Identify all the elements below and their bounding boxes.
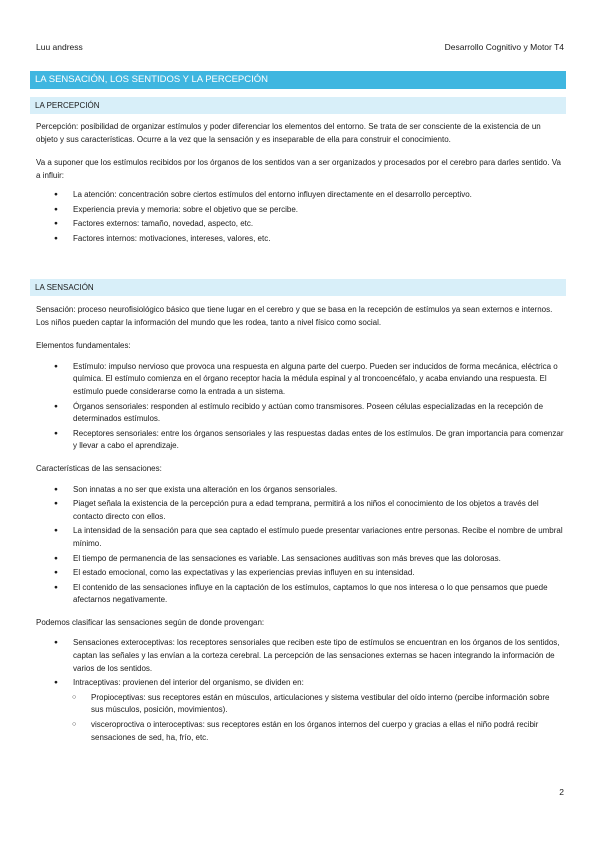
caracteristicas-list — [36, 484, 564, 607]
intraceptivas-list — [36, 692, 564, 744]
list-item: ● Órganos sensoriales: responden al estímulo recibido y actúan como transmisores. Poseen células especializadas en la recepción de determinados estímulos. — [36, 401, 564, 426]
page-number: 2 — [559, 787, 564, 797]
sensacion-heading: LA SENSACIÓN — [30, 279, 566, 296]
list-item: ● El tiempo de permanencia de las sensaciones es variable. Las sensaciones auditivas son más breves que las dolorosas. — [36, 553, 564, 566]
section-title-bar: LA SENSACIÓN, LOS SENTIDOS Y LA PERCEPCIÓN — [30, 71, 566, 89]
list-item: ● Experiencia previa y memoria: sobre el objetivo que se percibe. — [36, 204, 564, 217]
list-item: ● El estado emocional, como las expectativas y las experiencias previas influyen en su intensidad. — [36, 567, 564, 580]
list-item: ● La intensidad de la sensación para que sea captado el estímulo puede presentar variaciones entre personas. Recibe el nombre de umbral mínimo. — [36, 525, 564, 550]
list-item: ● Receptores sensoriales: entre los órganos sensoriales y las respuestas dadas entes de los estímulos. De gran importancia para comenzar y llevar a cabo el aprendizaje. — [36, 428, 564, 453]
list-item: ● Son innatas a no ser que exista una alteración en los órganos sensoriales. — [36, 484, 564, 497]
list-item: ○ visceroproctiva o interoceptivas: sus receptores están en los órganos internos del cuerpo y gracias a ellas el niño podrá recibir sensaciones de sed, ha, frío, etc. — [36, 719, 564, 744]
list-item: ● Sensaciones exteroceptivas: los receptores sensoriales que reciben este tipo de estímulos se encuentran en los órganos de los sentidos, captan las señales y las envían a la corteza cerebral. La percepción de las sensaciones externas se hacen integrando la información de varios de los sentidos. — [36, 637, 564, 675]
elementos-heading: Elementos fundamentales: — [36, 341, 131, 351]
header-course: Desarrollo Cognitivo y Motor T4 — [444, 42, 564, 52]
elementos-list — [36, 361, 564, 453]
percepcion-heading: LA PERCEPCIÓN — [30, 97, 566, 114]
percepcion-definition: Percepción: posibilidad de organizar estímulos y poder diferenciar los elementos del entorno. Se trata de ser consciente de la existencia de un objeto y sus características. Ocurre a la vez que la sensación y es inseparable de ella para construir el conocimiento. — [36, 122, 541, 144]
list-item: ○ Propioceptivas: sus receptores están en músculos, articulaciones y sistema vestibular del oído interno (percibe información sobre sus músculos, posición, movimientos). — [36, 692, 564, 717]
list-item: ● Intraceptivas: provienen del interior del organismo, se dividen en: — [36, 677, 564, 690]
list-item: ● Factores externos: tamaño, novedad, aspecto, etc. — [36, 218, 564, 231]
caracteristicas-heading: Características de las sensaciones: — [36, 463, 162, 473]
sensacion-definition: Sensación: proceso neurofisiológico básico que tiene lugar en el cerebro y que se basa en la recepción de estímulos ya sean externos e internos. Los niños pueden captar la información del mundo que les rodea, tanto a nivel físico como social. — [36, 305, 553, 327]
list-item: ● La atención: concentración sobre ciertos estímulos del entorno influyen directamente en el desarrollo perceptivo. — [36, 189, 564, 202]
list-item: ● El contenido de las sensaciones influye en la captación de los estímulos, captamos lo que nos interesa o lo que pensamos que puede afectarnos negativamente. — [36, 582, 564, 607]
clasificar-heading: Podemos clasificar las sensaciones según de donde provengan: — [36, 617, 265, 627]
percepcion-content — [36, 121, 564, 245]
percepcion-intro: Va a suponer que los estímulos recibidos por los órganos de los sentidos van a ser organizados y procesados por el cerebro para darles sentido. Va a influir: — [36, 158, 561, 180]
list-item: ● Estímulo: impulso nervioso que provoca una respuesta en alguna parte del cuerpo. Pueden ser inducidos de forma mecánica, eléctrica o química. El estímulo comienza en el órgano receptor hacia la médula espinal y al troncoencéfalo, y acaba enviando una respuesta. El estímulo puede considerarse como la entrada a un sistema. — [36, 361, 564, 399]
sensacion-content — [36, 304, 564, 744]
header-author: Luu andress — [36, 42, 83, 52]
list-item: ● Factores internos: motivaciones, intereses, valores, etc. — [36, 233, 564, 246]
clasificar-list — [36, 637, 564, 689]
percepcion-list — [36, 189, 564, 245]
list-item: ● Piaget señala la existencia de la percepción pura a edad temprana, permitirá a los niños el conocimiento de los objetos a través del contacto directo con ellos. — [36, 498, 564, 523]
